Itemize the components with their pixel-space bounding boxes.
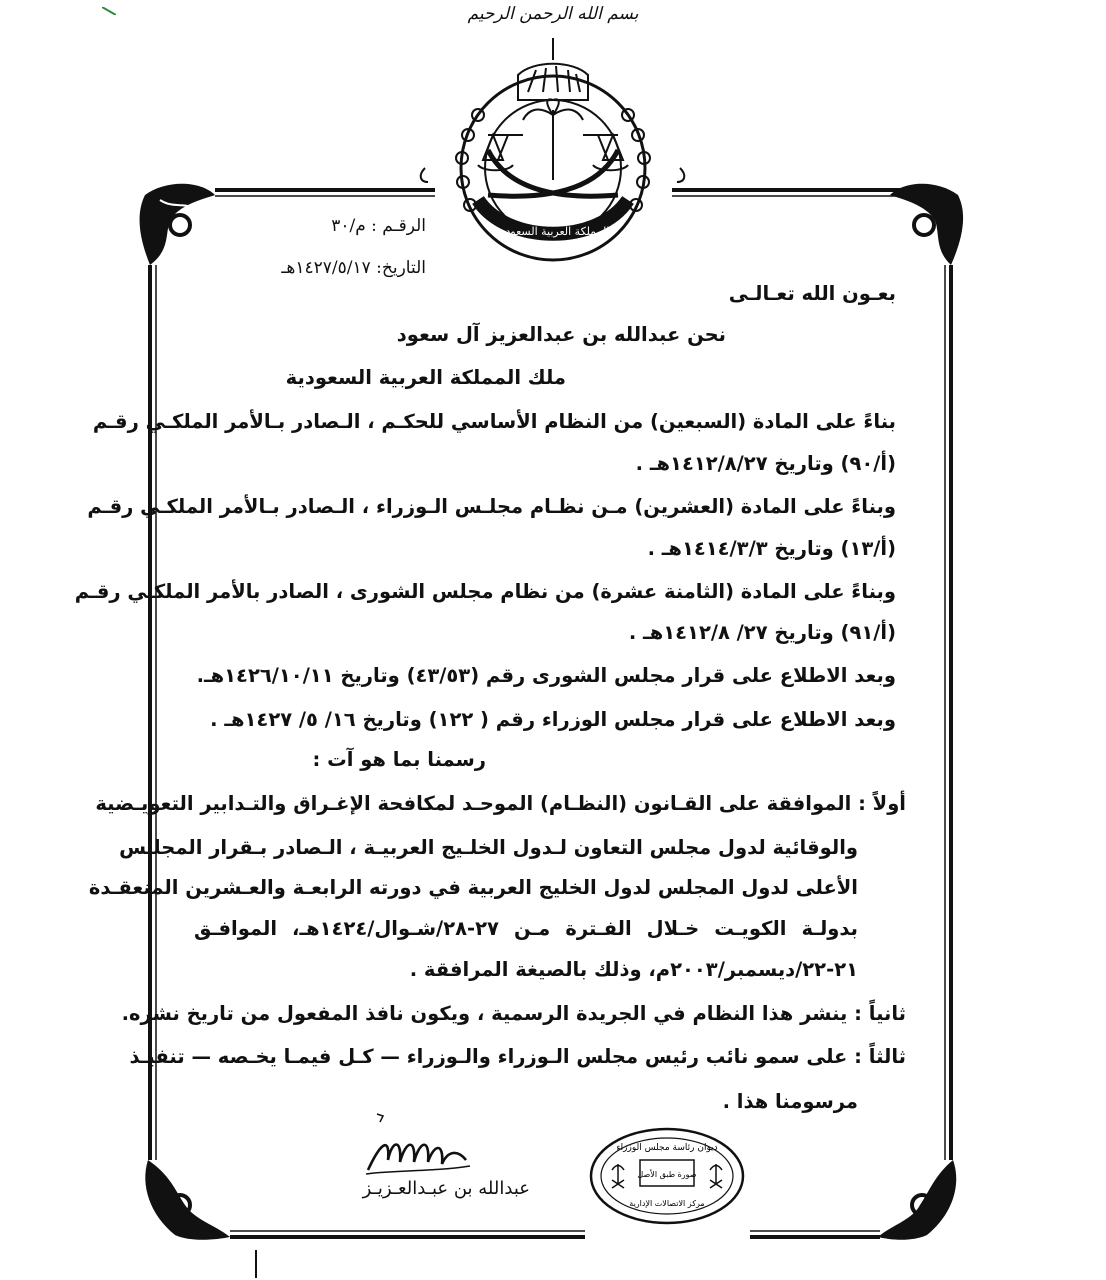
official-stamp [588,1126,746,1226]
corner-ornament-top-left [140,184,215,265]
stamp-top-text: ديوان رئاسة مجلس الوزراء [616,1143,718,1153]
preamble-3b: (أ/٩١) وتاريخ ٢٧/ ١٤١٢/٨هـ . [628,621,896,644]
shahada-calligraphy [518,38,588,100]
emblem-text: المملكة العربية السعودية [496,225,610,238]
article-2: ثانياً : ينشر هذا النظام في الجريدة الرسمية ، ويكون نافذ المفعول من تاريخ نشره. [121,1002,906,1025]
preamble-1b: (أ/٩٠) وتاريخ ١٤١٢/٨/٢٧هـ . [635,452,896,475]
saudi-emblem [418,30,688,266]
corner-ornament-bottom-right [878,1160,956,1240]
handwritten-signature [362,1130,474,1180]
preamble-5: وبعد الاطلاع على قرار مجلس الوزراء رقم ( ١٢٢) وتاريخ ١٦/ ٥/ ١٤٢٧هـ . [210,708,896,731]
corner-ornament-bottom-left [145,1160,230,1240]
article-3-line-2: مرسومنا هذا . [722,1090,858,1113]
signatory-name: عبدالله بن عبـدالعـزيـز [362,1178,530,1199]
invocation: بعـون الله تعـالـى [728,282,896,305]
article-3-line-1: ثالثاً : على سمو نائب رئيس مجلس الـوزراء والـوزراء — كـل فيمـا يخـصه — تنفيـذ [129,1045,906,1068]
preamble-2a: وبناءً على المادة (العشرين) مـن نظـام مجلـس الـوزراء ، الـصادر بـالأمر الملكـي رقـم [87,495,896,518]
stamp-emblem-left [612,1164,624,1188]
corner-mark [102,0,116,8]
preamble-2b: (أ/١٣) وتاريخ ١٤١٤/٣/٣هـ . [647,537,896,560]
article-1-line-4: بدولـة الكويـت خـلال الفـترة مـن ٢٧-٢٨/شـوال/١٤٢٤هـ، الموافـق [194,917,858,940]
signature-mark [376,1108,384,1118]
corner-ornament-top-right [890,184,963,265]
stamp-mid-text: صورة طبق الأصل [637,1170,697,1179]
article-1-line-5: ٢١-٢٢/ديسمبر/٢٠٠٣م، وذلك بالصيغة المرافقة . [409,958,858,981]
preamble-4: وبعد الاطلاع على قرار مجلس الشورى رقم (٤٣/٥٣) وتاريخ ١٤٢٦/١٠/١١هـ. [196,664,896,687]
article-1-line-2: والوقائية لدول مجلس التعاون لـدول الخلـيج العربيـة ، الـصادر بـقرار المجلـس [119,836,858,859]
sovereign-name: نحن عبدالله بن عبدالعزيز آل سعود [396,323,726,346]
decree-intro: رسمنا بما هو آت : [312,748,486,771]
preamble-3a: وبناءً على المادة (الثامنة عشرة) من نظام مجلس الشورى ، الصادر بالأمر الملكـي رقـم [74,580,896,603]
stamp-bottom-text: مركز الاتصالات الإدارية [629,1199,705,1208]
reference-number: الرقـم : م/٣٠ [331,216,426,236]
basmala: بسم الله الرحمن الرحيم [467,4,639,24]
palm-tree [523,99,583,180]
document-date: التاريخ: ١٤٢٧/٥/١٧هـ [281,258,426,278]
article-1-line-1: أولاً : الموافقة على القـانون (النظـام) الموحـد لمكافحة الإغـراق والتـدابير التعويـضية [95,792,906,815]
article-1-line-3: الأعلى لدول المجلس لدول الخليج العربية في دورته الرابعـة والعـشرين المنعقـدة [88,876,858,899]
stamp-emblem-right [710,1164,722,1188]
preamble-1a: بناءً على المادة (السبعين) من النظام الأساسي للحكـم ، الـصادر بـالأمر الملكـي رقـم [92,410,896,433]
sovereign-title: ملك المملكة العربية السعودية [285,366,566,389]
